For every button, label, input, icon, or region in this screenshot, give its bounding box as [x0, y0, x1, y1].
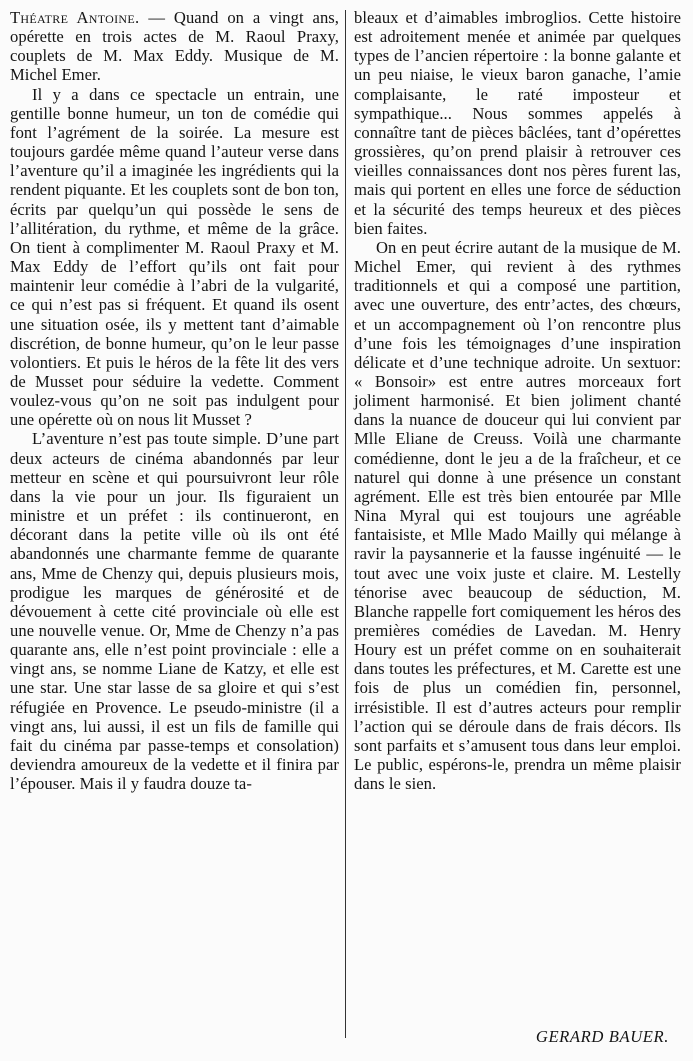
paragraph: On en peut écrire autant de la musique de M. Michel Emer, qui revient à des rythmes traditionnels et qui a composé une partition, avec une ouverture, des entr’actes, des chœurs, et un accompagnement où l’on rencontre plus d’une fois les témoignages d’une inspiration délicate et d’une technique adroite. Un sextuor: « Bonsoir» est entre autres morceaux fort joliment harmonisé. Et bien joliment chanté dans la nuance de douceur qui lui convient par Mlle Eliane de Creuss. Voilà une charmante comédienne, dont le jeu a de la fraîcheur, et ce naturel qui donne à une présence un constant agrément. Elle est très bien entourée par Mlle Nina Myral qui est toujours une agréable fantaisiste, et Mlle Mado Mailly qui mélange à ravir la paysannerie et la fausse ingénuité — le tout avec une voix juste et claire. M. Lestelly ténorise avec beaucoup de séduction, M. Blanche rappelle fort comiquement les héros des premières comédies de Lavedan. M. Henry Houry est un préfet comme on en souhaiterait dans toutes les préfectures, et M. Carette est une fois de plus un comédien fin, personnel, irrésistible. Il est d’autres acteurs pour remplir l’action qui se déroule dans de frais décors. Ils sont parfaits et s’amusent tous dans leur emploi. Le public, espérons-le, prendra un même plaisir dans le sien. [354, 237, 681, 794]
author-signature: GERARD BAUER. [535, 1027, 669, 1046]
right-column [346, 8, 681, 1038]
paragraph: L’aventure n’est pas toute simple. D’une part deux acteurs de cinéma abandonnés par leur metteur en scène et qui poursuivront leur rôle dans la vie pour un jour. Ils figuraient un ministre et un préfet : ils continueront, en décorant dans la petite ville où ils ont été abandonnés une charmante femme de quarante ans, Mme de Chenzy qui, depuis plusieurs mois, prodigue les marques de générosité et de dévouement à cette cité provinciale où elle est une nouvelle venue. Or, Mme de Chenzy n’a pas quarante ans, elle n’est point provinciale : elle a vingt ans, se nomme Liane de Katzy, et elle est une star. Une star lasse de sa gloire et qui s’est réfugiée en Provence. Le pseudo-ministre (il a vingt ans, lui aussi, il est un fils de famille qui fait du cinéma par passe-temps et consolation) deviendra amoureux de la vedette et il finira par l’épouser. Mais il y faudra douze ta- [10, 429, 339, 794]
left-column [10, 8, 345, 1038]
article-columns [10, 8, 684, 1038]
article-heading [10, 8, 339, 85]
paragraph: bleaux et d’aimables imbroglios. Cette histoire est adroitement menée et animée par quelques types de l’ancien répertoire : la bonne galante et un peu niaise, le vieux baron ganache, l’amie complaisante, le raté imposteur et sympathique... Nous sommes appelés à connaître tant de pièces bâclées, tant d’opérettes grossières, qu’on prend plaisir à retrouver ces vieilles connaissances dont nos pères furent las, mais qui portent en elles une force de séduction et la sécurité des temps heureux et des pièces bien faites. [354, 8, 681, 238]
paragraph: Il y a dans ce spectacle un entrain, une gentille bonne humeur, un ton de comédie qui font l’agrément de la soirée. La mesure est toujours gardée même quand l’auteur verse dans l’aventure qu’il a imaginée les ingrédients qui la rendent piquante. Et les couplets sont de bon ton, écrits par quelqu’un qui possède le sens de l’allitération, du rythme, et même de la grâce. On tient à complimenter M. Raoul Praxy et M. Max Eddy de l’effort qu’ils ont fait pour maintenir leur comédie à l’abri de la vulgarité, ce qui n’est pas si fréquent. Et quand ils osent une situation osée, ils y mettent tant d’aimable discrétion, de bonne humeur, qu’on le leur passe volontiers. Et puis le héros de la fête lit des vers de Musset pour séduire la vedette. Comment voulez-vous qu’on ne soit pas indulgent pour une opérette où on nous lit Musset ? [10, 84, 339, 430]
theatre-name: Théatre Antoine. [10, 8, 140, 27]
play-credits: — Quand on a vingt ans, opérette en trois actes de M. Raoul Praxy, couplets de M. Max Eddy. Musique de M. Michel Emer. [10, 8, 340, 85]
